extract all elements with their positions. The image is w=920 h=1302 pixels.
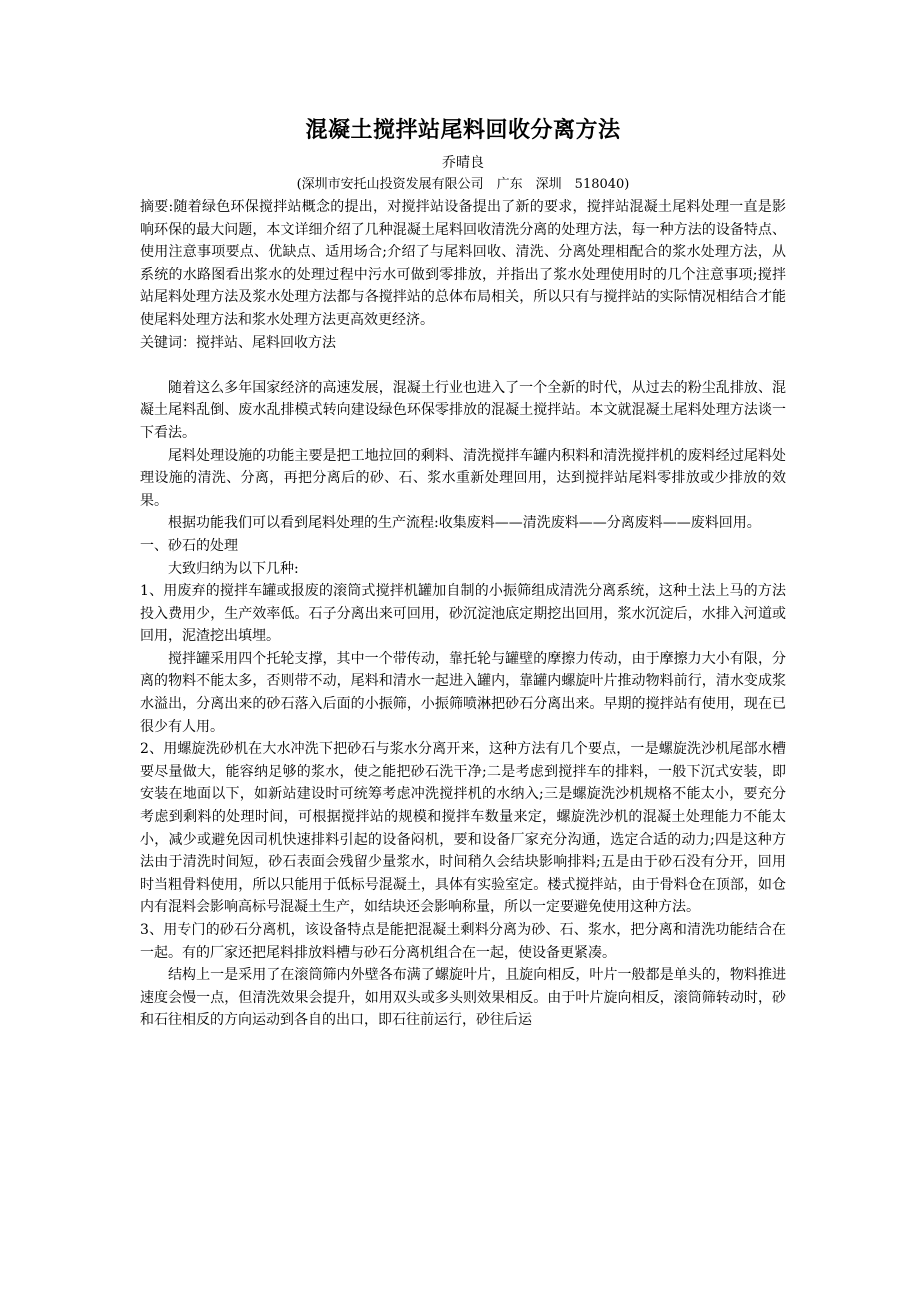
intro-paragraph-3: 根据功能我们可以看到尾料处理的生产流程:收集废料——清洗废料——分离废料——废料回用。: [168, 515, 761, 532]
author-name: 乔晴良: [442, 155, 484, 171]
document-title: 混凝土搅拌站尾料回收分离方法: [305, 118, 621, 143]
section-intro: 大致归纳为以下几种:: [168, 560, 299, 577]
method-item-2: 2、用螺旋洗砂机在大水冲洗下把砂石与浆水分离开来，这种方法有几个要点，一是螺旋洗沙机尾部水槽要尽量做大，能容纳足够的浆水，使之能把砂石洗干净;二是考虑到搅拌车的排料，一般下沉式安装，即安装在地面以下，如新站建设时可统筹考虑冲洗搅拌机的水纳入;三是螺旋洗沙机规格不能太小，要充分考虑到剩料的处理时间，可根据搅拌站的规模和搅拌车数量来定，螺旋洗沙机的混凝土处理能力不能太小，减少或避免因司机快速排料引起的设备闷机，要和设备厂家充分沟通，选定合适的动力;四是这种方法由于清洗时间短，砂石表面会残留少量浆水，时间稍久会结块影响排料;五是由于砂石没有分开，回用时当粗骨料使用，所以只能用于低标号混凝土，具体有实验室定。楼式搅拌站，由于骨料仓在顶部，如仓内有混料会影响高标号混凝土生产，如结块还会影响称量，所以一定要避免使用这种方法。: [140, 741, 786, 916]
blank-line: [140, 354, 786, 377]
method-item-3-detail: 结构上一是采用了在滚筒筛内外壁各布满了螺旋叶片，且旋向相反，叶片一般都是单头的，物料推进速度会慢一点，但清洗效果会提升，如用双头或多头则效果相反。由于叶片旋向相反，滚筒筛转动时，砂和石往相反的方向运动到各自的出口，即石往前运行，砂往后运: [140, 967, 786, 1029]
method-item-3: 3、用专门的砂石分离机，该设备特点是能把混凝土剩料分离为砂、石、浆水，把分离和清洗功能结合在一起。有的厂家还把尾料排放料槽与砂石分离机组合在一起，使设备更紧凑。: [140, 922, 786, 961]
keywords: 关键词：搅拌站、尾料回收方法: [140, 334, 336, 351]
intro-paragraph-1: 随着这么多年国家经济的高速发展，混凝土行业也进入了一个全新的时代，从过去的粉尘乱排放、混凝土尾料乱倒、废水乱排模式转向建设绿色环保零排放的混凝土搅拌站。本文就混凝土尾料处理方法谈一下看法。: [140, 379, 786, 441]
method-item-1-detail: 搅拌罐采用四个托轮支撑，其中一个带传动，靠托轮与罐壁的摩擦力传动，由于摩擦力大小有限，分离的物料不能太多，否则带不动，尾料和清水一起进入罐内，靠罐内螺旋叶片推动物料前行，清水变成浆水溢出，分离出来的砂石落入后面的小振筛，小振筛喷淋把砂石分离出来。早期的搅拌站有使用，现在已很少有人用。: [140, 650, 786, 735]
intro-paragraph-2: 尾料处理设施的功能主要是把工地拉回的剩料、清洗搅拌车罐内积料和清洗搅拌机的废料经过尾料处理设施的清洗、分离，再把分离后的砂、石、浆水重新处理回用，达到搅拌站尾料零排放或少排放的效果。: [140, 447, 786, 509]
document-page: [140, 116, 786, 1032]
abstract-label: 摘要:: [140, 199, 174, 215]
method-item-1: 1、用废弃的搅拌车罐或报废的滚筒式搅拌机罐加自制的小振筛组成清洗分离系统，这种土法上马的方法投入费用少，生产效率低。石子分离出来可回用，砂沉淀池底定期挖出回用，浆水沉淀后，水排入河道或回用，泥渣挖出填埋。: [140, 583, 786, 645]
section-heading: 一、砂石的处理: [140, 537, 238, 554]
abstract-text: 随着绿色环保搅拌站概念的提出，对搅拌站设备提出了新的要求，搅拌站混凝土尾料处理一直是影响环保的最大问题，本文详细介绍了几种混凝土尾料回收清洗分离的处理方法，每一种方法的设备特点、使用注意事项要点、优缺点、适用场合;介绍了与尾料回收、清洗、分离处理相配合的浆水处理方法，从系统的水路图看出浆水的处理过程中污水可做到零排放，并指出了浆水处理使用时的几个注意事项;搅拌站尾料处理方法及浆水处理方法都与各搅拌站的总体布局相关，所以只有与搅拌站的实际情况相结合才能使尾料处理方法和浆水处理方法更高效更经济。: [140, 199, 786, 328]
author-affiliation: (深圳市安托山投资发展有限公司 广东 深圳 518040): [296, 177, 630, 192]
abstract: [140, 196, 786, 332]
